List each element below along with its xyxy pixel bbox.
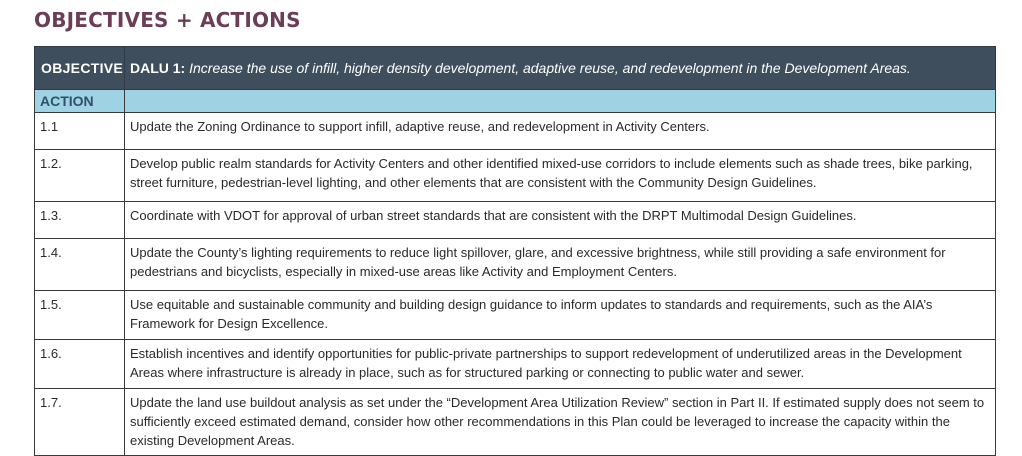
table-row: [35, 113, 996, 150]
objective-header-row: [35, 47, 996, 90]
objective-text: Increase the use of infill, higher density development, adaptive reuse, and redevelopment in the Development Areas.: [189, 60, 911, 76]
action-number: 1.7.: [35, 389, 125, 456]
table-row: [35, 291, 996, 340]
action-number: 1.4.: [35, 239, 125, 291]
action-text: Coordinate with VDOT for approval of urban street standards that are consistent with the DRPT Multimodal Design Guidelines.: [125, 202, 996, 239]
action-header-row: [35, 90, 996, 113]
objectives-actions-table: [34, 46, 996, 456]
table-row: [35, 239, 996, 291]
table-row: [35, 202, 996, 239]
objective-code: DALU 1:: [130, 60, 186, 76]
page-title: OBJECTIVES + ACTIONS: [34, 8, 301, 32]
action-header-blank: [125, 90, 996, 113]
action-text: Update the County’s lighting requirements to reduce light spillover, glare, and excessive brightness, while still providing a safe environment for pedestrians and bicyclists, especially in mixed-use areas like Activity and Employment Centers.: [125, 239, 996, 291]
table-row: [35, 340, 996, 389]
action-number: 1.2.: [35, 150, 125, 202]
action-text: Update the land use buildout analysis as set under the “Development Area Utilization Review” section in Part II. If estimated supply does not seem to sufficiently exceed estimated demand, consider how other recommendations in this Plan could be leveraged to increase the capacity within the existing Development Areas.: [125, 389, 996, 456]
table-row: [35, 150, 996, 202]
action-number: 1.1: [35, 113, 125, 150]
action-number: 1.6.: [35, 340, 125, 389]
table-row: [35, 389, 996, 456]
action-text: Update the Zoning Ordinance to support infill, adaptive reuse, and redevelopment in Activity Centers.: [125, 113, 996, 150]
objective-statement: [125, 47, 996, 90]
action-number: 1.5.: [35, 291, 125, 340]
action-label: ACTION: [35, 90, 125, 113]
action-text: Develop public realm standards for Activity Centers and other identified mixed-use corridors to include elements such as shade trees, bike parking, street furniture, pedestrian-level lighting, and other elements that are consistent with the Community Design Guidelines.: [125, 150, 996, 202]
action-text: Establish incentives and identify opportunities for public-private partnerships to support redevelopment of underutilized areas in the Development Areas where infrastructure is already in place, such as for structured parking or connecting to public water and sewer.: [125, 340, 996, 389]
objective-label: OBJECTIVE: [35, 47, 125, 90]
action-number: 1.3.: [35, 202, 125, 239]
action-text: Use equitable and sustainable community and building design guidance to inform updates to standards and requirements, such as the AIA’s Framework for Design Excellence.: [125, 291, 996, 340]
